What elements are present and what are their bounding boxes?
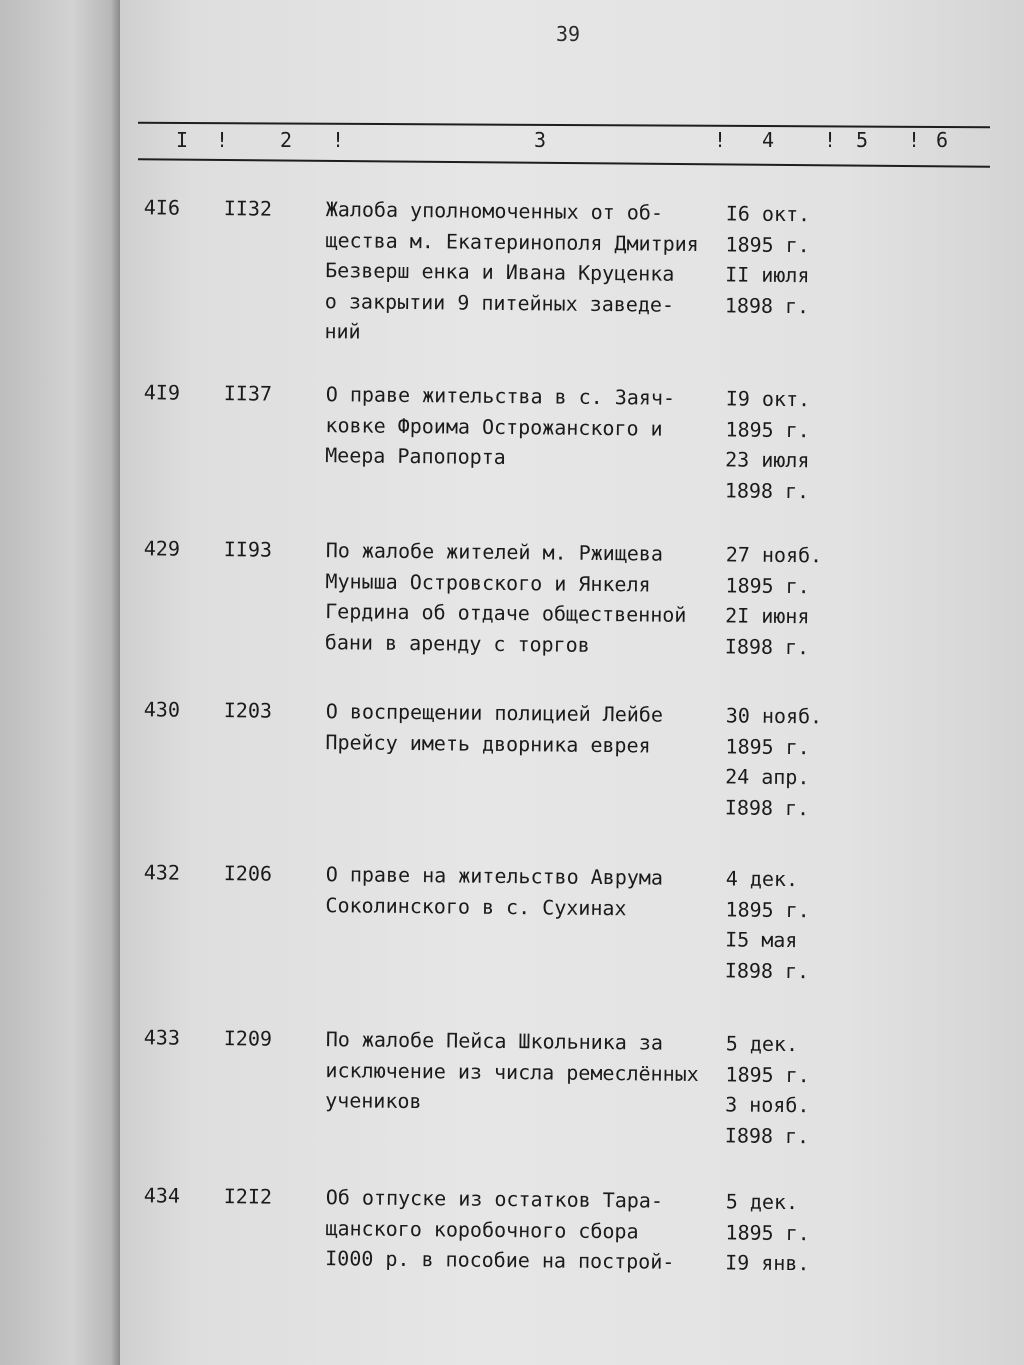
entry-number: 432 bbox=[143, 860, 181, 885]
facing-page-edge bbox=[0, 0, 120, 1365]
header-separator: ! bbox=[332, 128, 345, 152]
header-col-1: I bbox=[176, 128, 189, 152]
table-row bbox=[120, 1022, 1024, 1148]
table-row bbox=[120, 192, 1024, 344]
table-header-rule bbox=[138, 158, 990, 167]
entry-number: 4I9 bbox=[143, 380, 181, 405]
header-col-4: 4 bbox=[762, 128, 775, 152]
header-separator: ! bbox=[714, 128, 727, 152]
table-row bbox=[120, 857, 1024, 983]
file-number: I206 bbox=[223, 861, 273, 886]
entry-dates: I6 окт. 1895 г. II июля 1898 г. bbox=[724, 201, 811, 318]
file-number: I203 bbox=[223, 698, 273, 723]
entry-dates: 5 дек. 1895 г. 3 нояб. I898 г. bbox=[724, 1031, 810, 1148]
entry-description: По жалобе жителей м. Ржищева Муныша Островского и Янкеля Гердина об отдаче общественной бани в аренду с торгов bbox=[324, 538, 687, 657]
entry-number: 429 bbox=[143, 536, 181, 561]
entry-number: 4I6 bbox=[143, 195, 181, 220]
table-row bbox=[120, 1180, 1024, 1276]
entry-description: Об отпуске из остатков Тара- щанского коробочного сбора I000 р. в пособие на построй- bbox=[325, 1185, 675, 1274]
entry-dates: I9 окт. 1895 г. 23 июля 1898 г. bbox=[724, 386, 811, 503]
document-page bbox=[120, 0, 1024, 1365]
header-col-6: 6 bbox=[936, 128, 949, 152]
file-number: II93 bbox=[223, 537, 273, 562]
entry-dates: 4 дек. 1895 г. I5 мая I898 г. bbox=[724, 866, 810, 983]
header-col-3: 3 bbox=[534, 128, 547, 152]
header-col-2: 2 bbox=[280, 128, 293, 152]
entry-description: О воспрещении полицией Лейбе Прейсу иметь дворника еврея bbox=[325, 699, 664, 758]
entry-description: По жалобе Пейса Школьника за исключение из числа ремеслённых учеников bbox=[325, 1027, 699, 1114]
entry-description: О праве на жительство Аврума Соколинского в с. Сухинах bbox=[325, 862, 664, 920]
table-row bbox=[120, 694, 1024, 820]
file-number: I2I2 bbox=[223, 1184, 273, 1209]
entry-number: 430 bbox=[143, 697, 181, 722]
page-number: 39 bbox=[556, 22, 581, 46]
table-row bbox=[120, 377, 1024, 503]
entry-description: Жалоба уполномоченных от об- щества м. Екатеринополя Дмитрия Безверш енка и Ивана Круценка о закрытии 9 питейных заведе- ний bbox=[324, 197, 699, 344]
header-col-5: 5 bbox=[856, 128, 869, 152]
entry-dates: 5 дек. 1895 г. I9 янв. bbox=[725, 1189, 810, 1276]
entry-number: 433 bbox=[143, 1025, 181, 1050]
entry-dates: 30 нояб. 1895 г. 24 апр. I898 г. bbox=[724, 703, 823, 820]
file-number: II37 bbox=[223, 381, 273, 406]
header-separator: ! bbox=[824, 128, 837, 152]
entry-dates: 27 нояб. 1895 г. 2I июня I898 г. bbox=[724, 542, 823, 659]
entry-description: О праве жительства в с. Заяч- ковке Фроима Острожанского и Меера Рапопорта bbox=[325, 382, 676, 470]
file-number: I209 bbox=[223, 1026, 273, 1051]
header-separator: ! bbox=[908, 128, 921, 152]
table-row bbox=[120, 533, 1024, 659]
entry-number: 434 bbox=[143, 1183, 181, 1208]
file-number: II32 bbox=[223, 196, 273, 221]
header-separator: ! bbox=[216, 128, 229, 152]
